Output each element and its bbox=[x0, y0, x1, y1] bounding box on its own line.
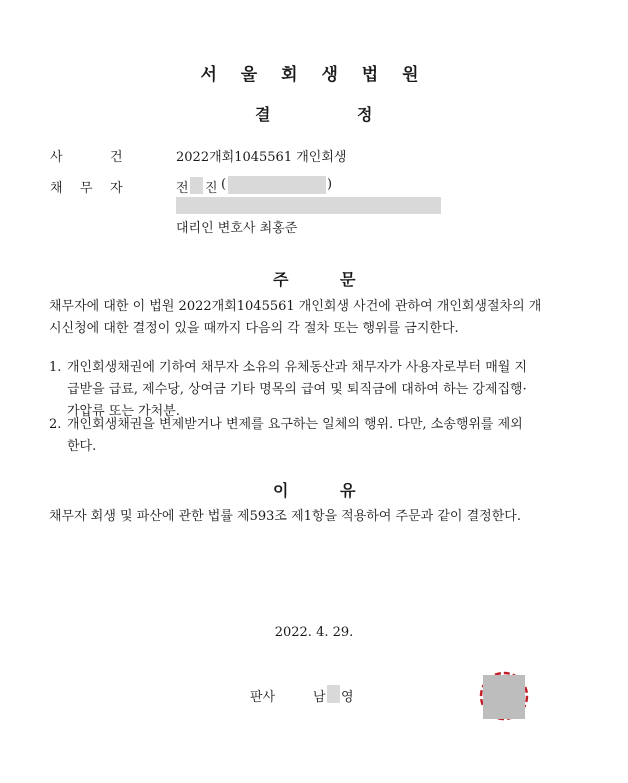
debtor-id-redaction bbox=[228, 176, 326, 194]
debtor-id-paren-open: ( bbox=[221, 177, 227, 192]
court-seal bbox=[478, 670, 530, 722]
reason-paragraph: 채무자 회생 및 파산에 관한 법률 제593조 제1항을 적용하여 주문과 같이 결정한다. bbox=[49, 509, 521, 524]
judge-name-last: 영 bbox=[341, 690, 354, 705]
representative: 대리인 변호사 최홍준 bbox=[176, 221, 298, 236]
doc-type-left: 결 bbox=[255, 105, 271, 124]
list-item-number: 1. bbox=[49, 360, 62, 375]
reason-title-right: 유 bbox=[340, 481, 356, 500]
debtor-name-first: 전 bbox=[176, 181, 189, 196]
doc-type-right: 정 bbox=[357, 105, 373, 124]
order-paragraph bbox=[49, 296, 569, 340]
order-title bbox=[0, 267, 628, 287]
debtor-id-paren-close: ) bbox=[327, 177, 333, 192]
list-item-line: 가압류 또는 가처분. bbox=[67, 404, 180, 419]
list-item-number: 2. bbox=[49, 417, 62, 432]
order-paragraph-line-1: 채무자에 대한 이 법원 2022개회1045561 개인회생 사건에 관하여 개인회생절차의 개 bbox=[49, 299, 542, 314]
list-item-line: 급받을 급료, 제수당, 상여금 기타 명목의 급여 및 퇴직금에 대하여 하는 강제집행· bbox=[67, 382, 527, 397]
debtor-address-redaction bbox=[176, 197, 441, 214]
judge-title: 판사 bbox=[250, 690, 276, 705]
case-label-char-1: 사 bbox=[50, 150, 63, 165]
order-paragraph-line-2: 시신청에 대한 결정이 있을 때까지 다음의 각 절차 또는 행위를 금지한다. bbox=[49, 321, 459, 336]
case-label-char-2: 건 bbox=[110, 150, 123, 165]
debtor-name-redaction bbox=[190, 177, 203, 194]
reason-title-left: 이 bbox=[273, 481, 289, 500]
judge-name-first: 남 bbox=[313, 690, 326, 705]
court-name: 서 울 회 생 법 원 bbox=[200, 65, 428, 85]
list-item-line: 한다. bbox=[67, 439, 97, 454]
judge-name-redaction bbox=[327, 685, 340, 703]
order-title-right: 문 bbox=[340, 270, 356, 289]
list-item-line: 개인회생채권을 변제받거나 변제를 요구하는 일체의 행위. 다만, 소송행위를 제외 bbox=[67, 417, 523, 432]
debtor-label-char-3: 자 bbox=[110, 181, 123, 196]
order-title-left: 주 bbox=[273, 270, 289, 289]
debtor-name-last: 진 bbox=[205, 181, 218, 196]
list-item-text bbox=[67, 414, 567, 458]
decision-date: 2022. 4. 29. bbox=[274, 625, 354, 640]
list-item bbox=[49, 414, 569, 458]
list-item-line: 개인회생채권에 기하여 채무자 소유의 유체동산과 채무자가 사용자로부터 매월 지 bbox=[67, 360, 528, 375]
reason-title bbox=[0, 478, 628, 498]
debtor-label-char-1: 채 bbox=[50, 181, 63, 196]
case-number: 2022개회1045561 개인회생 bbox=[176, 150, 347, 165]
debtor-label-char-2: 무 bbox=[80, 181, 93, 196]
